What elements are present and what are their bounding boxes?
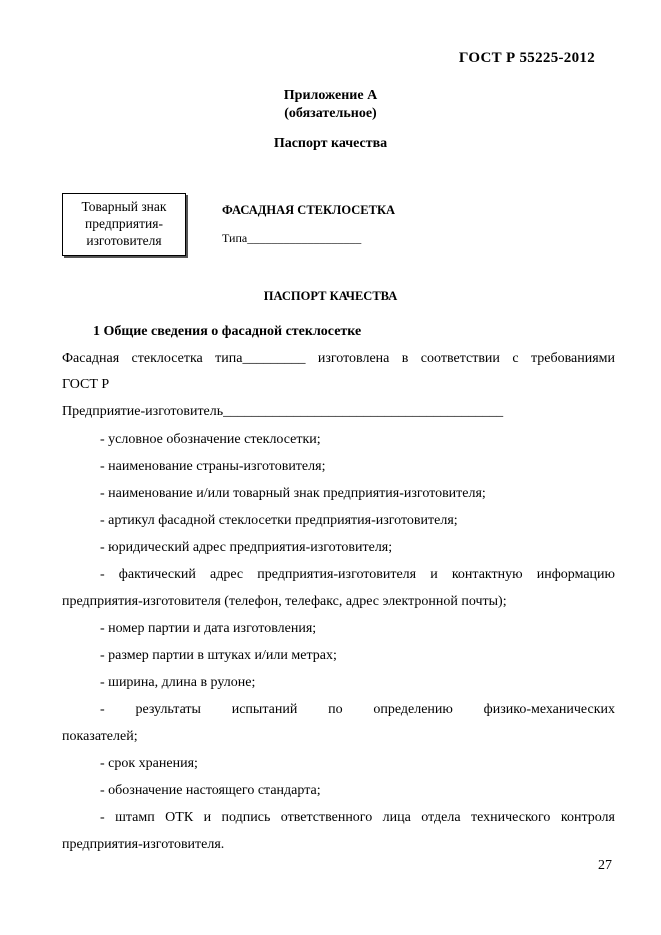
type-field: Типа___________________ [222,231,362,245]
list-item: - размер партии в штуках и/или метрах; [100,648,337,663]
list-item: - ширина, длина в рулоне; [100,675,256,690]
list-item: - обозначение настоящего стандарта; [100,783,321,798]
list-item: - юридический адрес предприятия-изготовителя; [100,540,393,555]
trademark-line-2: предприятия- [85,216,163,231]
list-item: - наименование и/или товарный знак предприятия-изготовителя; [100,486,486,501]
list-item-results-cont: показателей; [62,729,138,744]
list-item: - номер партии и дата изготовления; [100,621,317,636]
trademark-box [62,193,186,256]
manufacturer-field: Предприятие-изготовитель________________________________________ [62,404,504,419]
list-item: - условное обозначение стеклосетки; [100,432,321,447]
list-item-stamp-cont: предприятия-изготовителя. [62,837,225,852]
appendix-title: Приложение А [283,88,378,103]
trademark-line-1: Товарный знак [81,199,167,214]
list-item-actual-address: - фактический адрес предприятия-изготовителя и контактную информацию [100,567,615,582]
intro-line-2: ГОСТ Р [62,377,110,392]
section-heading: 1 Общие сведения о фасадной стеклосетке [93,324,362,339]
list-item: - артикул фасадной стеклосетки предприятия-изготовителя; [100,513,458,528]
list-item-stamp: - штамп ОТК и подпись ответственного лица отдела технического контроля [100,810,615,825]
appendix-note: (обязательное) [284,106,377,121]
list-item: - срок хранения; [100,756,198,771]
list-item-actual-address-cont: предприятия-изготовителя (телефон, телефакс, адрес электронной почты); [62,594,507,609]
list-item: - наименование страны-изготовителя; [100,459,326,474]
intro-line-1: Фасадная стеклосетка типа_________ изготовлена в соответствии с требованиями [62,351,615,366]
appendix-heading: Паспорт качества [273,136,388,151]
standard-number: ГОСТ Р 55225-2012 [458,50,595,66]
passport-title: ПАСПОРТ КАЧЕСТВА [263,289,398,303]
product-name: ФАСАДНАЯ СТЕКЛОСЕТКА [222,203,396,217]
list-item-results: - результаты испытаний по определению физико-механических [100,702,615,717]
page-number: 27 [598,858,612,873]
trademark-line-3: изготовителя [86,233,162,248]
